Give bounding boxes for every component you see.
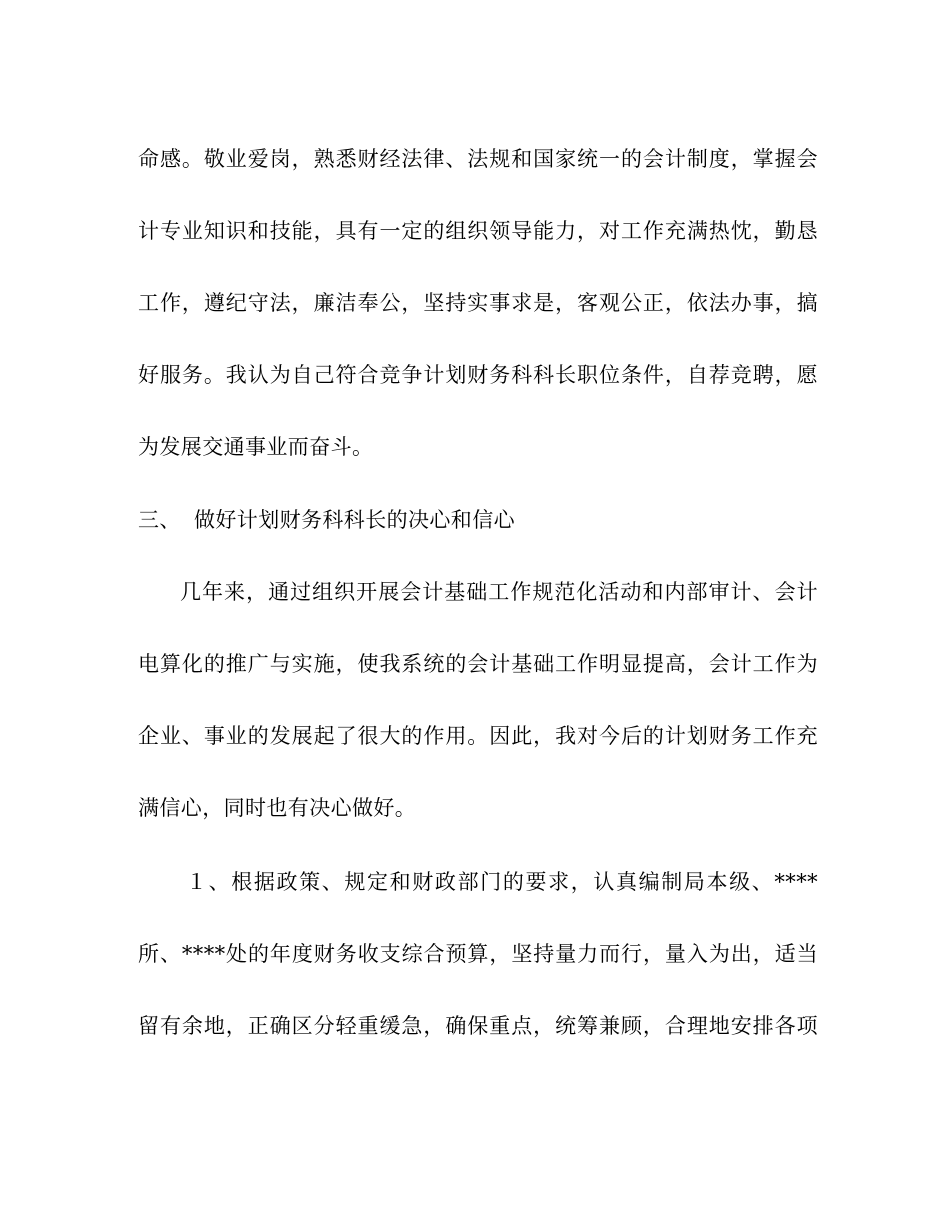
section-number: 三、 [138,508,181,532]
paragraph-line: 企业、事业的发展起了很大的作用。因此，我对今后的计划财务工作充 [138,724,818,748]
paragraph-line: 留有余地，正确区分轻重缓急，确保重点，统筹兼顾，合理地安排各项 [138,1014,818,1038]
paragraph-line: 为发展交通事业而奋斗。 [138,435,374,459]
paragraph-line: １、根据政策、规定和财政部门的要求，认真编制局本级、**** [186,870,818,894]
paragraph-line: 满信心，同时也有决心做好。 [138,796,417,820]
section-title: 做好计划财务科科长的决心和信心 [194,508,515,532]
section-heading [138,505,818,535]
paragraph-line: 电算化的推广与实施，使我系统的会计基础工作明显提高，会计工作为 [138,652,818,676]
paragraph-line: 好服务。我认为自己符合竞争计划财务科科长职位条件，自荐竞聘，愿 [138,363,818,387]
paragraph-line: 工作，遵纪守法，廉洁奉公，坚持实事求是，客观公正，依法办事，搞 [138,291,818,315]
paragraph-line: 计专业知识和技能，具有一定的组织领导能力，对工作充满热忱，勤恳 [138,219,818,243]
paragraph-line: 几年来，通过组织开展会计基础工作规范化活动和内部审计、会计 [180,580,818,604]
paragraph-line: 所、****处的年度财务收支综合预算，坚持量力而行，量入为出，适当 [138,942,818,966]
paragraph-line: 命感。敬业爱岗，熟悉财经法律、法规和国家统一的会计制度，掌握会 [138,147,818,171]
